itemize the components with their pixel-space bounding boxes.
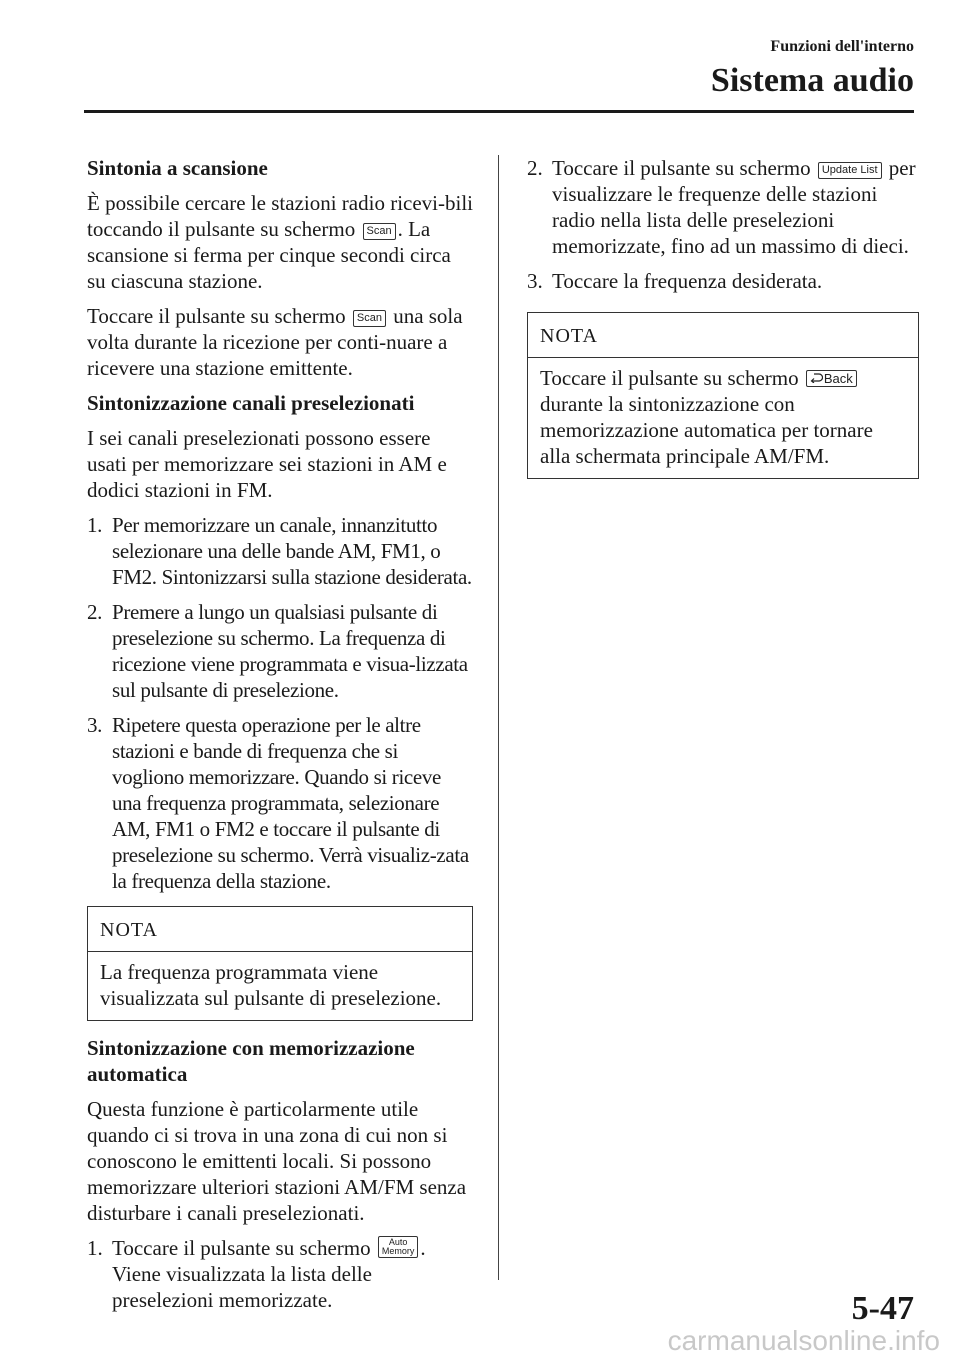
note-box [87, 906, 473, 1021]
section-title: Funzioni dell'interno [770, 38, 914, 55]
back-arrow-icon [810, 372, 823, 383]
scan-p1-text-a: È possibile cercare le stazioni radio ricevi-bili toccando il pulsante su schermo [87, 191, 474, 241]
scan-p1-text-b: . La scansione si ferma per cinque secondi circa su ciascuna stazione. [87, 217, 451, 293]
note-text-b: durante la sintonizzazione con memorizzazione automatica per tornare alla schermata principale AM/FM. [540, 392, 873, 468]
list-text: Premere a lungo un qualsiasi pulsante di preselezione su schermo. La frequenza di ricezione viene programmata e visua-lizzata sul pulsante di preselezione. [112, 600, 468, 702]
list-item [87, 1235, 473, 1313]
scan-p2-text-a: Toccare il pulsante su schermo [87, 304, 346, 328]
list-item [87, 512, 473, 590]
auto-memory-heading: Sintonizzazione con memorizzazione automatica [87, 1036, 415, 1086]
list-item [87, 599, 473, 703]
scan-heading: Sintonia a scansione [87, 156, 268, 180]
list-text-b: per visualizzare le frequenze delle stazioni radio nella lista delle preselezioni memorizzate, fino ad un massimo di dieci. [552, 156, 916, 258]
note-box [527, 312, 919, 479]
scan-paragraph-1 [87, 190, 473, 294]
right-column [527, 155, 919, 493]
preset-heading: Sintonizzazione canali preselezionati [87, 391, 415, 415]
note-text-a: Toccare il pulsante su schermo [540, 366, 799, 390]
list-item [87, 712, 473, 894]
scan-button: Scan [353, 310, 386, 327]
list-text-a: Toccare il pulsante su schermo [552, 156, 811, 180]
note-body [528, 358, 918, 478]
list-text: Per memorizzare un canale, innanzitutto selezionare una delle bande AM, FM1, o FM2. Sintonizzarsi sulla stazione desiderata. [112, 513, 472, 589]
list-item [527, 155, 919, 259]
list-number: 3. [527, 269, 543, 293]
auto-memory-intro: Questa funzione è particolarmente utile quando ci si trova in una zona di cui non si conoscono le emittenti locali. Si possono memorizzare ulteriori stazioni AM/FM senza disturbare i canali preselezionati. [87, 1097, 467, 1225]
column-divider [498, 155, 499, 1280]
back-button [806, 370, 857, 387]
auto-memory-button [378, 1236, 419, 1258]
list-item [527, 268, 919, 294]
page-number: 5-47 [851, 1290, 914, 1327]
list-text-b: . Viene visualizzata la lista delle preselezioni memorizzate. [112, 1236, 426, 1312]
header-divider [84, 110, 914, 113]
update-list-button: Update List [818, 162, 882, 179]
scan-button: Scan [363, 223, 396, 240]
note-title: NOTA [528, 313, 918, 358]
list-number: 3. [87, 713, 103, 737]
list-text: Ripetere questa operazione per le altre stazioni e bande di frequenza che si vogliono memorizzare. Quando si riceve una frequenza programmata, selezionare AM, FM1 o FM2 e toccare il pulsante di preselezione su schermo. Verrà visualiz-zata la frequenza della stazione. [112, 713, 469, 893]
list-text: Toccare la frequenza desiderata. [552, 269, 823, 293]
watermark: carmanualsonline.info [667, 1325, 940, 1356]
list-number: 1. [87, 1236, 103, 1260]
list-number: 2. [527, 156, 543, 180]
auto-memory-line-1: Auto [388, 1237, 408, 1247]
note-title: NOTA [88, 907, 472, 952]
back-label: Back [823, 371, 853, 386]
scan-paragraph-2 [87, 303, 473, 381]
note-body: La frequenza programmata viene visualizzata sul pulsante di preselezione. [100, 960, 442, 1010]
scan-p2-text-b: una sola volta durante la ricezione per conti-nuare a ricevere una stazione emittente. [87, 304, 463, 380]
auto-memory-line-2: Memory [381, 1246, 415, 1256]
preset-intro: I sei canali preselezionati possono essere usati per memorizzare sei stazioni in AM e dodici stazioni in FM. [87, 426, 447, 502]
list-number: 2. [87, 600, 103, 624]
list-text-a: Toccare il pulsante su schermo [112, 1236, 371, 1260]
list-number: 1. [87, 513, 103, 537]
page-title: Sistema audio [710, 62, 914, 99]
left-column [87, 155, 473, 1322]
